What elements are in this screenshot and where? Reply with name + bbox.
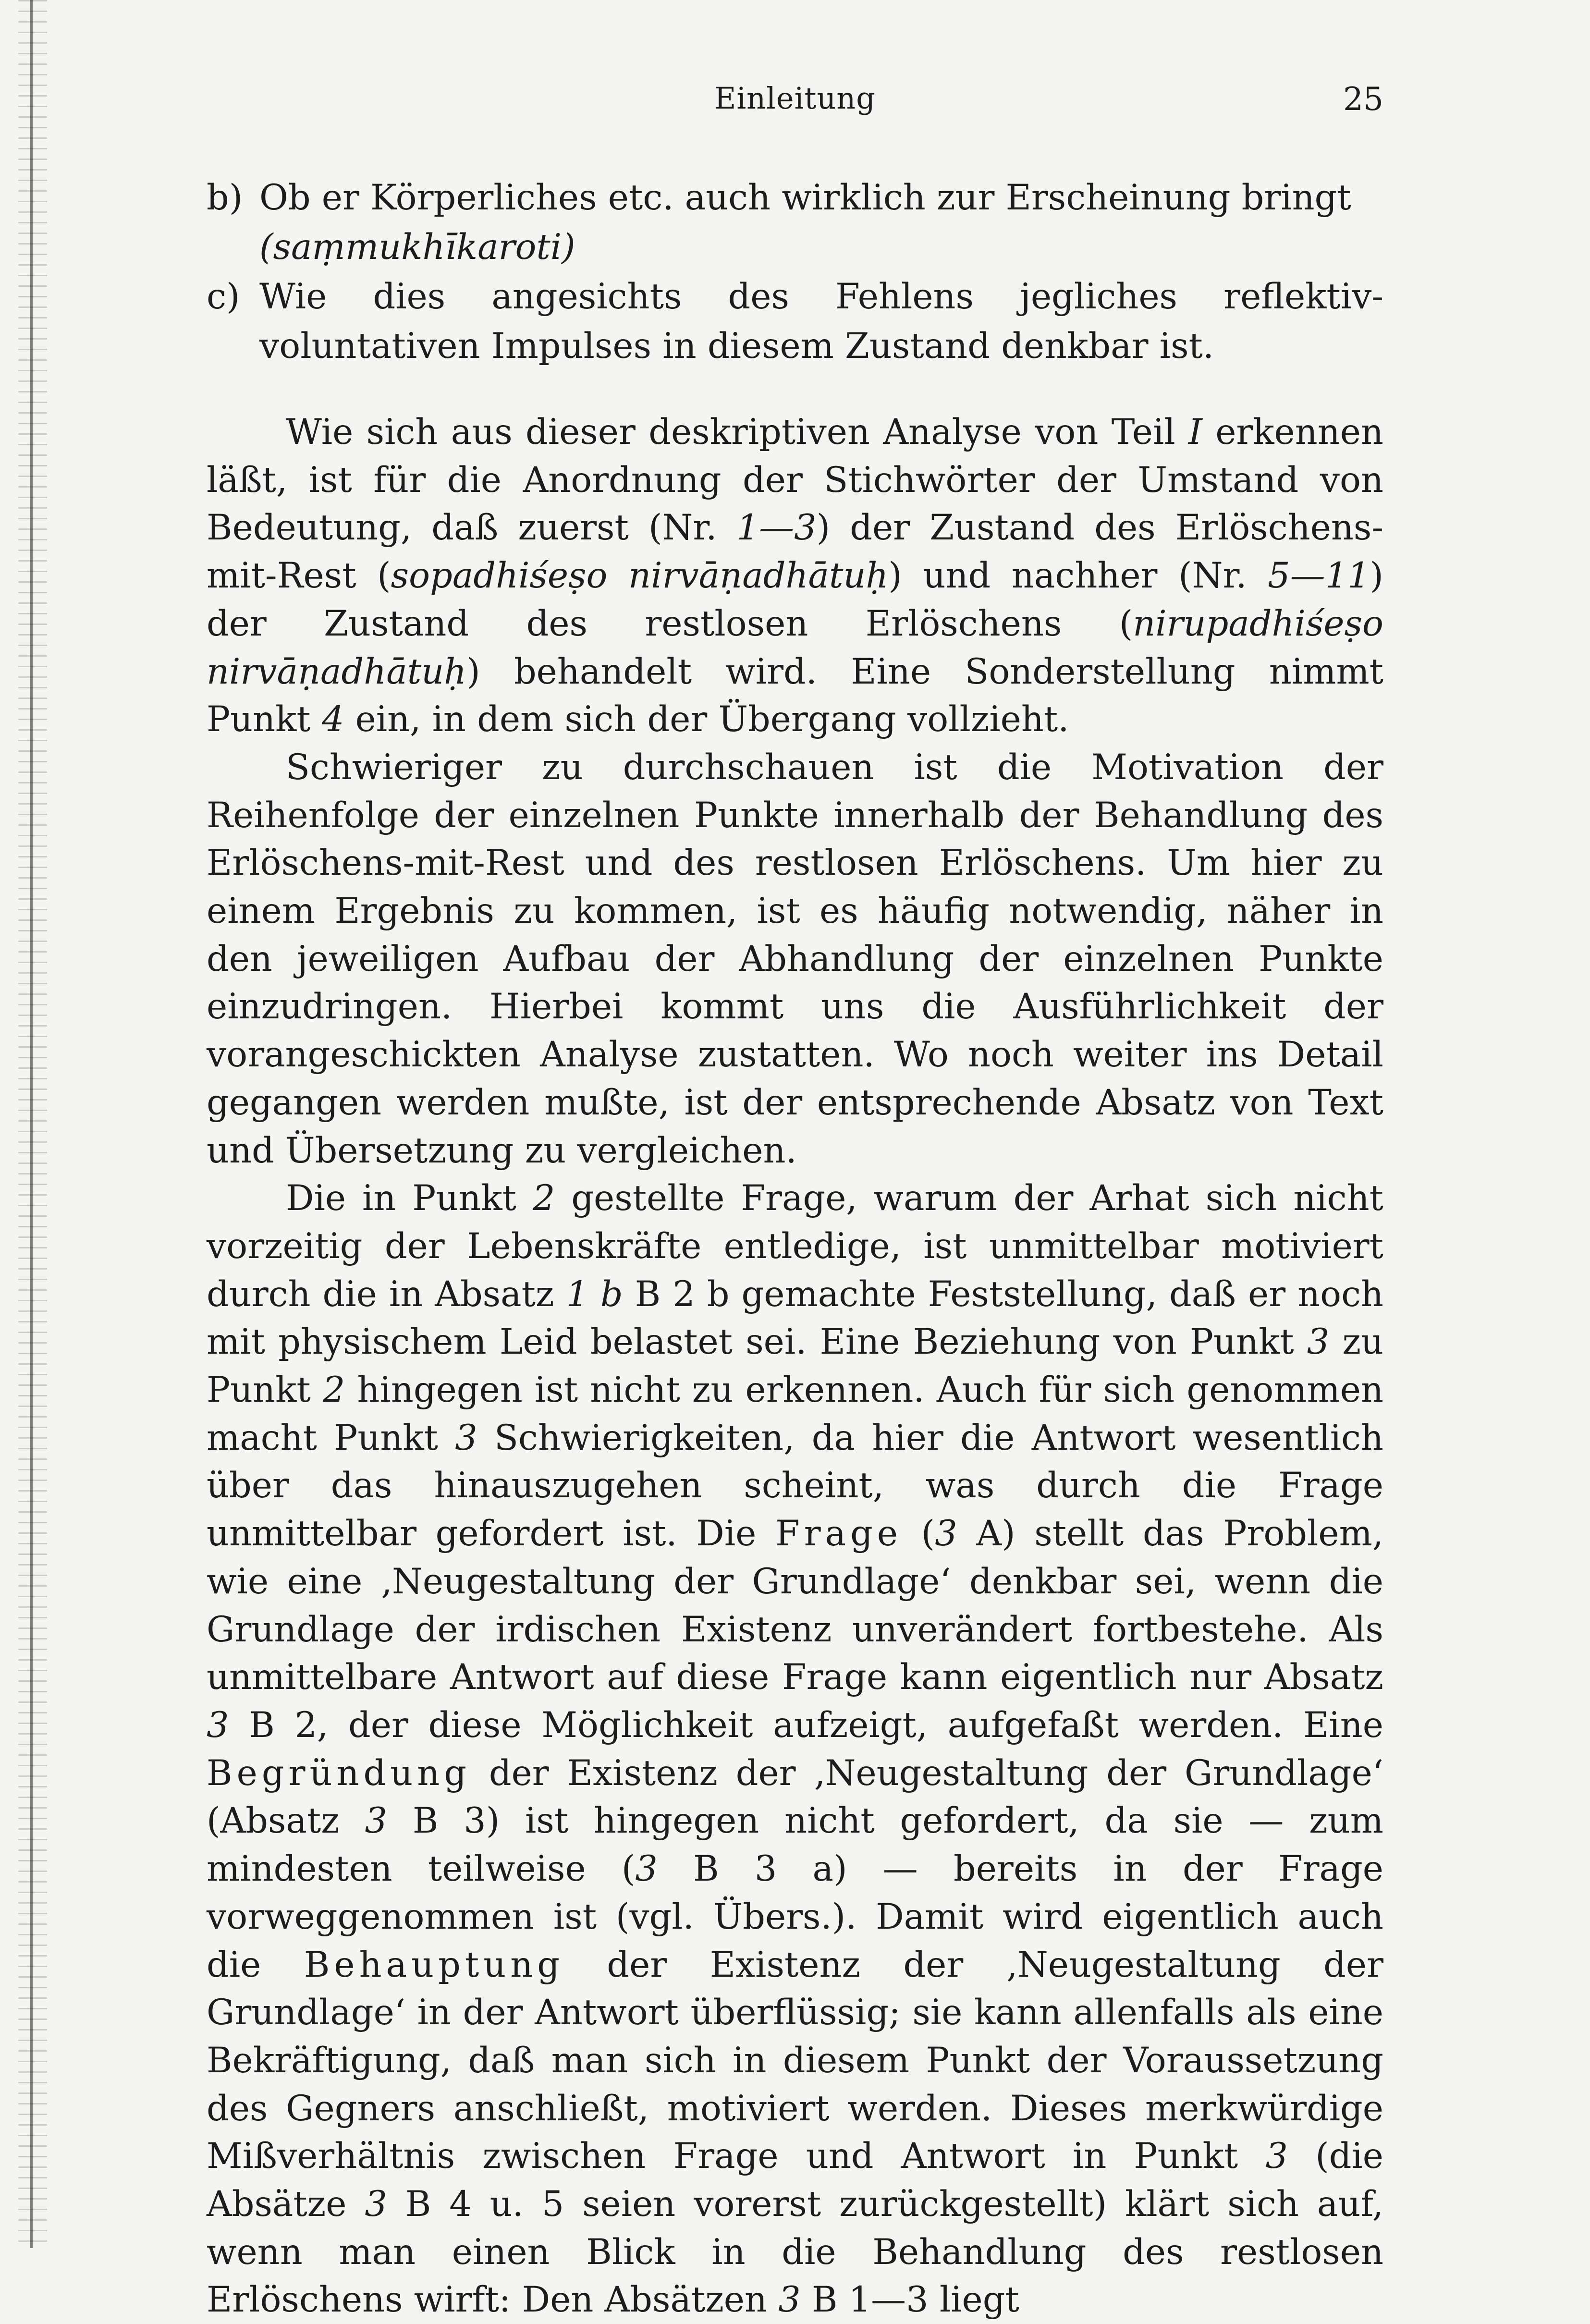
running-head: Einleitung <box>714 81 876 116</box>
paragraph-2: Schwieriger zu durchschauen ist die Motivation der Reihenfolge der einzelnen Punkte innerhalb der Behandlung des Erlöschens-mit-Rest und des restlosen Erlöschens. Um hier zu einem Ergebnis zu kommen, ist es häufig notwendig, näher in den jeweiligen Aufbau der Abhandlung der einzelnen Punkte einzudringen. Hierbei kommt uns die Ausführlichkeit der vorangeschickten Analyse zustatten. Wo noch weiter ins Detail gegangen werden mußte, ist der entsprechende Absatz von Text und Übersetzung zu vergleichen. <box>207 746 1383 1171</box>
list-item-text: Wie dies angesichts des Fehlens jegliches reflektiv-voluntativen Impulses in diesem Zustand denkbar ist. <box>259 276 1383 367</box>
scan-gutter-marks <box>18 0 47 2248</box>
body-text <box>207 408 1383 2324</box>
list-item-label: b) <box>207 177 243 218</box>
list-item-label: c) <box>207 276 240 317</box>
spaced-emphasis: Frage <box>775 1513 903 1554</box>
paragraph-3: Die in Punkt 2 gestellte Frage, warum der Arhat sich nicht vorzeitig der Lebenskräfte entledige, ist unmittelbar motiviert durch die in Absatz 1 b B 2 b gemachte Feststellung, daß er noch mit physischem Leid belastet sei. Eine Beziehung von Punkt 3 zu Punkt 2 hingegen ist nicht zu erkennen. Auch für sich genommen macht Punkt 3 Schwierigkeiten, da hier die Antwort wesentlich über das hinauszugehen scheint, was durch die Frage unmittelbar gefordert ist. Die Frage (3 A) stellt das Problem, wie eine ‚Neugestaltung der Grundlage‘ denkbar sei, wenn die Grundlage der irdischen Existenz unverändert fortbestehe. Als unmittelbare Antwort auf diese Frage kann eigentlich nur Absatz 3 B 2, der diese Möglichkeit aufzeigt, aufgefaßt werden. Eine Begründung der Existenz der ‚Neugestaltung der Grundlage‘ (Absatz 3 B 3) ist hingegen nicht gefordert, da sie — zum mindesten teilweise (3 B 3 a) — bereits in der Frage vorweggenommen ist (vgl. Übers.). Damit wird eigentlich auch die Behauptung der Existenz der ‚Neugestaltung der Grundlage‘ in der Antwort überflüssig; sie kann allenfalls als eine Bekräftigung, daß man sich in diesem Punkt der Voraussetzung des Gegners anschließt, motiviert werden. Dieses merkwürdige Mißverhältnis zwischen Frage und Antwort in Punkt 3 (die Absätze 3 B 4 u. 5 seien vorerst zurückgestellt) klärt sich auf, wenn man einen Blick in die Behandlung des restlosen Erlöschens wirft: Den Absätzen 3 B 1—3 liegt <box>207 1178 1384 2321</box>
paragraph-1: Wie sich aus dieser deskriptiven Analyse von Teil I erkennen läßt, ist für die Anordnung der Stichwörter der Umstand von Bedeutung, daß zuerst (Nr. 1—3) der Zustand des Erlöschens-mit-Rest (sopadhiśeṣo nirvāṇadhātuḥ) und nachher (Nr. 5—11) der Zustand des restlosen Erlöschens (nirupadhiśeṣo nirvāṇadhātuḥ) behandelt wird. Eine Sonderstellung nimmt Punkt 4 ein, in dem sich der Übergang vollzieht. <box>207 412 1384 740</box>
page-number: 25 <box>1343 81 1383 118</box>
scan-binding-edge <box>30 0 33 2248</box>
list-item-c <box>207 272 1383 371</box>
list-item-text: Ob er Körperliches etc. auch wirklich zur Erscheinung bringt (saṃmukhīkaroti) <box>259 177 1351 268</box>
list-item-b <box>207 173 1383 272</box>
spaced-emphasis: Behauptung <box>304 1944 564 1985</box>
question-list <box>207 173 1383 371</box>
spaced-emphasis: Begründung <box>207 1752 471 1794</box>
page-header <box>207 81 1383 134</box>
sanskrit-term: (saṃmukhīkaroti) <box>259 227 575 268</box>
